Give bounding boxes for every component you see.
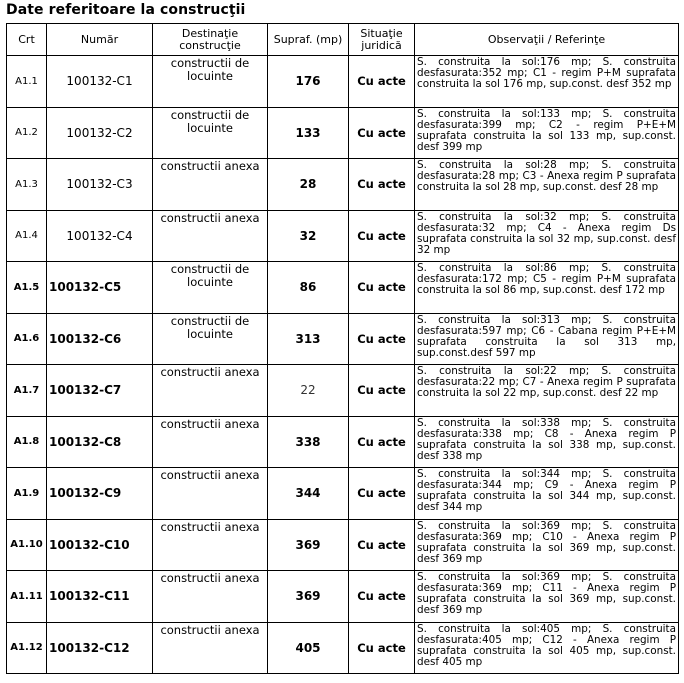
cell-observatii: S. construita la sol:133 mp; S. construita desfasurata:399 mp; C2 - regim P+E+M suprafata construita la sol 133 mp, sup.const. desf 399 mp [415,107,679,159]
cell-observatii: S. construita la sol:369 mp; S. construita desfasurata:369 mp; C10 - Anexa regim P suprafata construita la sol 369 mp, sup.const. desf 369 mp [415,519,679,571]
header-supraf: Supraf. (mp) [268,24,349,56]
table-row [7,262,679,314]
table-row [7,571,679,623]
cell-observatii: S. construita la sol:344 mp; S. construita desfasurata:344 mp; C9 - Anexa regim P suprafata construita la sol 344 mp, sup.const. desf 344 mp [415,468,679,520]
cell-destinatie: constructii anexa [153,365,268,417]
page-title: Date referitoare la construcţii [6,2,246,18]
cell-crt: A1.4 [7,210,47,262]
cell-numar: 100132-C8 [47,416,153,468]
cell-supraf: 86 [268,262,349,314]
header-observatii: Observaţii / Referinţe [415,24,679,56]
cell-crt: A1.5 [7,262,47,314]
cell-crt: A1.10 [7,519,47,571]
cell-supraf: 369 [268,571,349,623]
cell-supraf: 344 [268,468,349,520]
cell-observatii: S. construita la sol:338 mp; S. construita desfasurata:338 mp; C8 - Anexa regim P suprafata construita la sol 338 mp, sup.const. desf 338 mp [415,416,679,468]
cell-supraf: 32 [268,210,349,262]
header-numar: Număr [47,24,153,56]
cell-numar: 100132-C11 [47,571,153,623]
cell-situatie: Cu acte [349,107,415,159]
cell-situatie: Cu acte [349,519,415,571]
cell-supraf: 338 [268,416,349,468]
cell-supraf: 405 [268,622,349,674]
cell-crt: A1.7 [7,365,47,417]
cell-destinatie: constructii anexa [153,622,268,674]
table-header-row [7,24,679,56]
cell-supraf: 369 [268,519,349,571]
cell-crt: A1.1 [7,56,47,108]
cell-numar: 100132-C3 [47,159,153,211]
constructions-table [6,23,679,674]
cell-crt: A1.11 [7,571,47,623]
table-row [7,159,679,211]
cell-numar: 100132-C2 [47,107,153,159]
cell-situatie: Cu acte [349,571,415,623]
cell-numar: 100132-C10 [47,519,153,571]
cell-observatii: S. construita la sol:405 mp; S. construita desfasurata:405 mp; C12 - Anexa regim P suprafata construita la sol 405 mp, sup.const. desf 405 mp [415,622,679,674]
cell-numar: 100132-C9 [47,468,153,520]
cell-supraf: 313 [268,313,349,365]
table-row [7,365,679,417]
cell-crt: A1.2 [7,107,47,159]
cell-numar: 100132-C5 [47,262,153,314]
table-row [7,56,679,108]
cell-observatii: S. construita la sol:86 mp; S. construita desfasurata:172 mp; C5 - regim P+M suprafata construita la sol 86 mp, sup.const. desf 172 mp [415,262,679,314]
cell-destinatie: constructii de locuinte [153,313,268,365]
cell-observatii: S. construita la sol:32 mp; S. construita desfasurata:32 mp; C4 - Anexa regim Ds suprafata construita la sol 32 mp, sup.const. desf 32 mp [415,210,679,262]
cell-destinatie: constructii anexa [153,210,268,262]
cell-crt: A1.8 [7,416,47,468]
cell-destinatie: constructii de locuinte [153,262,268,314]
cell-situatie: Cu acte [349,416,415,468]
cell-observatii: S. construita la sol:28 mp; S. construita desfasurata:28 mp; C3 - Anexa regim P suprafata construita la sol 28 mp, sup.const. desf 28 mp [415,159,679,211]
cell-supraf: 22 [268,365,349,417]
table-row [7,416,679,468]
cell-situatie: Cu acte [349,365,415,417]
cell-observatii: S. construita la sol:369 mp; S. construita desfasurata:369 mp; C11 - Anexa regim P suprafata construita la sol 369 mp, sup.const. desf 369 mp [415,571,679,623]
cell-crt: A1.12 [7,622,47,674]
table-row [7,622,679,674]
cell-situatie: Cu acte [349,468,415,520]
cell-destinatie: constructii anexa [153,159,268,211]
table-row [7,210,679,262]
cell-destinatie: constructii anexa [153,416,268,468]
cell-observatii: S. construita la sol:176 mp; S. construita desfasurata:352 mp; C1 - regim P+M suprafata construita la sol 176 mp, sup.const. desf 352 mp [415,56,679,108]
cell-situatie: Cu acte [349,622,415,674]
cell-situatie: Cu acte [349,159,415,211]
cell-observatii: S. construita la sol:22 mp; S. construita desfasurata:22 mp; C7 - Anexa regim P suprafata construita la sol 22 mp, sup.const. desf 22 mp [415,365,679,417]
cell-numar: 100132-C6 [47,313,153,365]
cell-supraf: 176 [268,56,349,108]
cell-situatie: Cu acte [349,262,415,314]
cell-observatii: S. construita la sol:313 mp; S. construita desfasurata:597 mp; C6 - Cabana regim P+E+M suprafata construita la sol 313 mp, sup.const.desf 597 mp [415,313,679,365]
cell-destinatie: constructii anexa [153,519,268,571]
table-row [7,107,679,159]
table-row [7,313,679,365]
cell-supraf: 133 [268,107,349,159]
cell-destinatie: constructii anexa [153,571,268,623]
cell-numar: 100132-C4 [47,210,153,262]
cell-destinatie: constructii de locuinte [153,56,268,108]
table-row [7,519,679,571]
cell-crt: A1.9 [7,468,47,520]
cell-destinatie: constructii de locuinte [153,107,268,159]
cell-crt: A1.3 [7,159,47,211]
header-situatie: Situaţie juridică [349,24,415,56]
cell-crt: A1.6 [7,313,47,365]
table-row [7,468,679,520]
header-destinatie: Destinaţie construcţie [153,24,268,56]
cell-situatie: Cu acte [349,56,415,108]
cell-situatie: Cu acte [349,313,415,365]
header-crt: Crt [7,24,47,56]
cell-situatie: Cu acte [349,210,415,262]
cell-supraf: 28 [268,159,349,211]
cell-numar: 100132-C7 [47,365,153,417]
cell-numar: 100132-C1 [47,56,153,108]
cell-numar: 100132-C12 [47,622,153,674]
cell-destinatie: constructii anexa [153,468,268,520]
